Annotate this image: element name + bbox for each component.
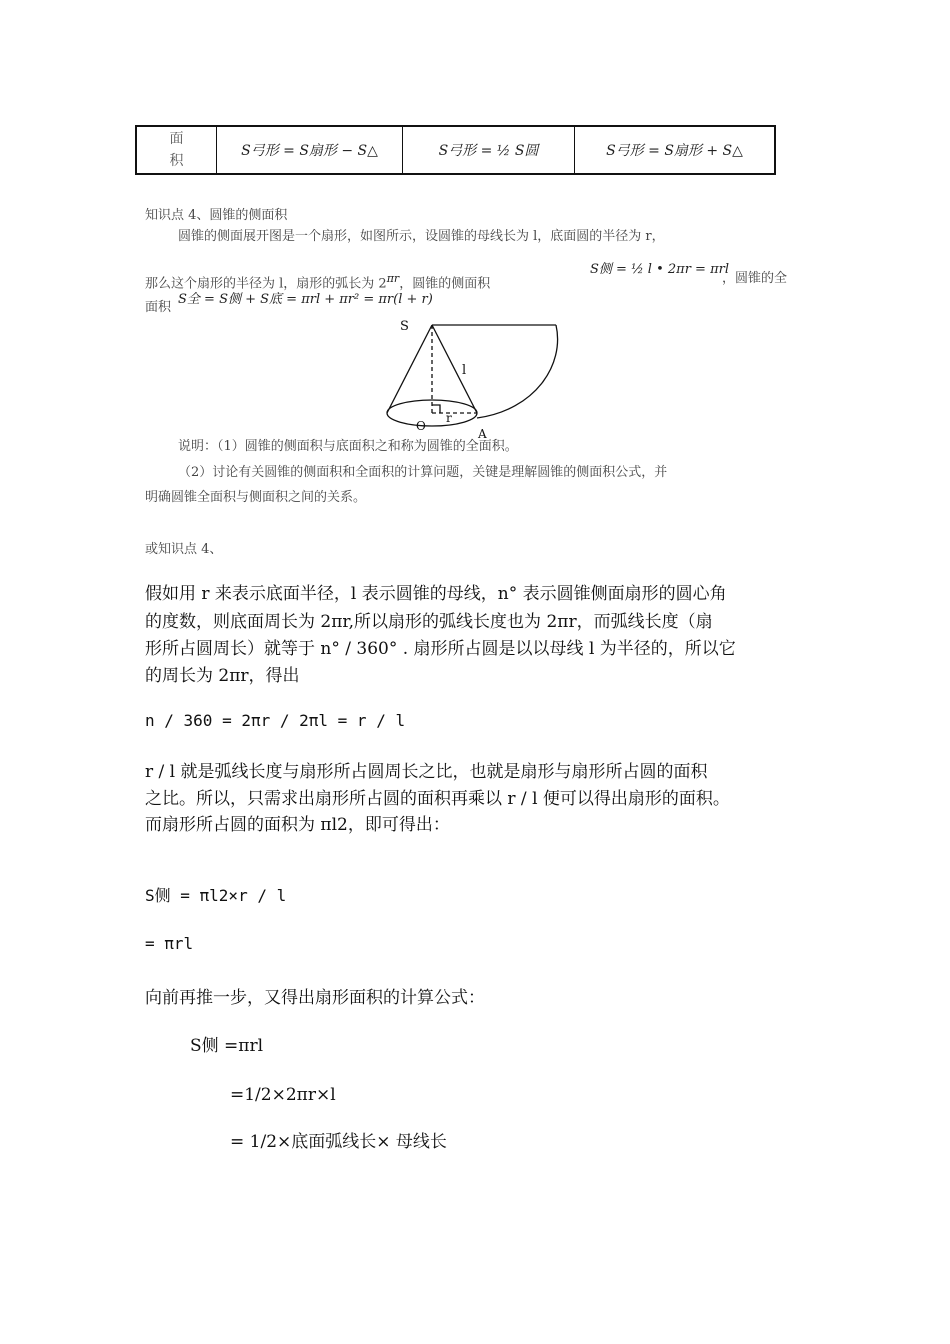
section1-para1: 圆锥的侧面展开图是一个扇形，如图所示，设圆锥的母线长为 l，底面圆的半径为 r， [178, 229, 665, 244]
para2-text-b: ，圆锥的侧面积 [399, 276, 491, 292]
lateral-area-formula: S侧 = ½ l • 2πr = πrl [590, 262, 729, 277]
section2-p2-line2: 之比。所以，只需求出扇形所占圆的面积再乘以 r / l 便可以得出扇形的面积。 [145, 789, 730, 809]
label-S: S [400, 319, 409, 334]
table-cell-formula-1 [217, 127, 403, 173]
table-row-header [137, 127, 217, 173]
section2-p3: 向前再推一步，又得出扇形面积的计算公式： [145, 988, 485, 1008]
section2-p1-line1: 假如用 r 来表示底面半径，l 表示圆锥的母线，n° 表示圆锥侧面扇形的圆心角 [145, 584, 727, 604]
label-r: r [446, 411, 452, 425]
equation-sector-1: S侧 =πrl [190, 1036, 264, 1056]
section2-heading: 或知识点 4、 [145, 542, 223, 557]
sector-arc [477, 325, 558, 418]
label-l: l [462, 363, 467, 378]
table-cell-formula-3 [575, 127, 774, 173]
equation-lateral-1: S侧 = πl2×r / l [145, 886, 287, 905]
note-2b: 明确圆锥全面积与侧面积之间的关系。 [145, 490, 367, 505]
cone-figure [380, 310, 580, 445]
formula-2: S弓形 = ½ S圆 [438, 143, 539, 159]
total-area-formula: S全 = S侧 + S底 = πrl + πr² = πr(l + r) [178, 292, 433, 307]
note-1: 说明：（1）圆锥的侧面积与底面积之和称为圆锥的全面积。 [178, 439, 518, 454]
label-A: A [478, 427, 487, 441]
equation-ratio: n / 360 = 2πr / 2πl = r / l [145, 711, 406, 730]
section2-p2-line3: 而扇形所占圆的面积为 πl2，即可得出： [145, 815, 450, 835]
formula-table [135, 125, 776, 175]
row-header-line1: 面 [169, 131, 184, 147]
section2-p1-line4: 的周长为 2πr，得出 [145, 666, 300, 686]
label-O: O [416, 419, 426, 433]
right-angle-mark [432, 405, 440, 413]
section2-p1-line2: 的度数，则底面周长为 2πr,所以扇形的弧线长度也为 2πr，而弧线长度（扇 [145, 612, 713, 632]
section1-para2c: ，圆锥的全 [722, 271, 788, 286]
formula-3: S弓形 = S扇形 + S△ [606, 143, 743, 159]
equation-sector-2: =1/2×2πr×l [230, 1085, 336, 1105]
arc-length-formula: πr [386, 272, 400, 285]
row-header-line2: 积 [169, 153, 184, 169]
equation-lateral-2: = πrl [145, 934, 194, 953]
formula-1: S弓形 = S扇形 − S△ [241, 143, 378, 159]
table-cell-formula-2 [403, 127, 575, 173]
para2-text-a: 那么这个扇形的半径为 l，扇形的弧长为 2 [145, 276, 387, 292]
section1-heading: 知识点 4、圆锥的侧面积 [145, 208, 288, 223]
section2-p2-line1: r / l 就是弧线长度与扇形所占圆周长之比，也就是扇形与扇形所占圆的面积 [145, 762, 708, 782]
equation-sector-3: = 1/2×底面弧线长× 母线长 [230, 1132, 447, 1152]
note-2a: （2）讨论有关圆锥的侧面积和全面积的计算问题，关键是理解圆锥的侧面积公式，并 [178, 465, 668, 480]
section1-para3: 面积 [145, 300, 172, 315]
section2-p1-line3: 形所占圆周长）就等于 n° / 360° . 扇形所占圆是以以母线 l 为半径的，所以它 [145, 639, 736, 659]
